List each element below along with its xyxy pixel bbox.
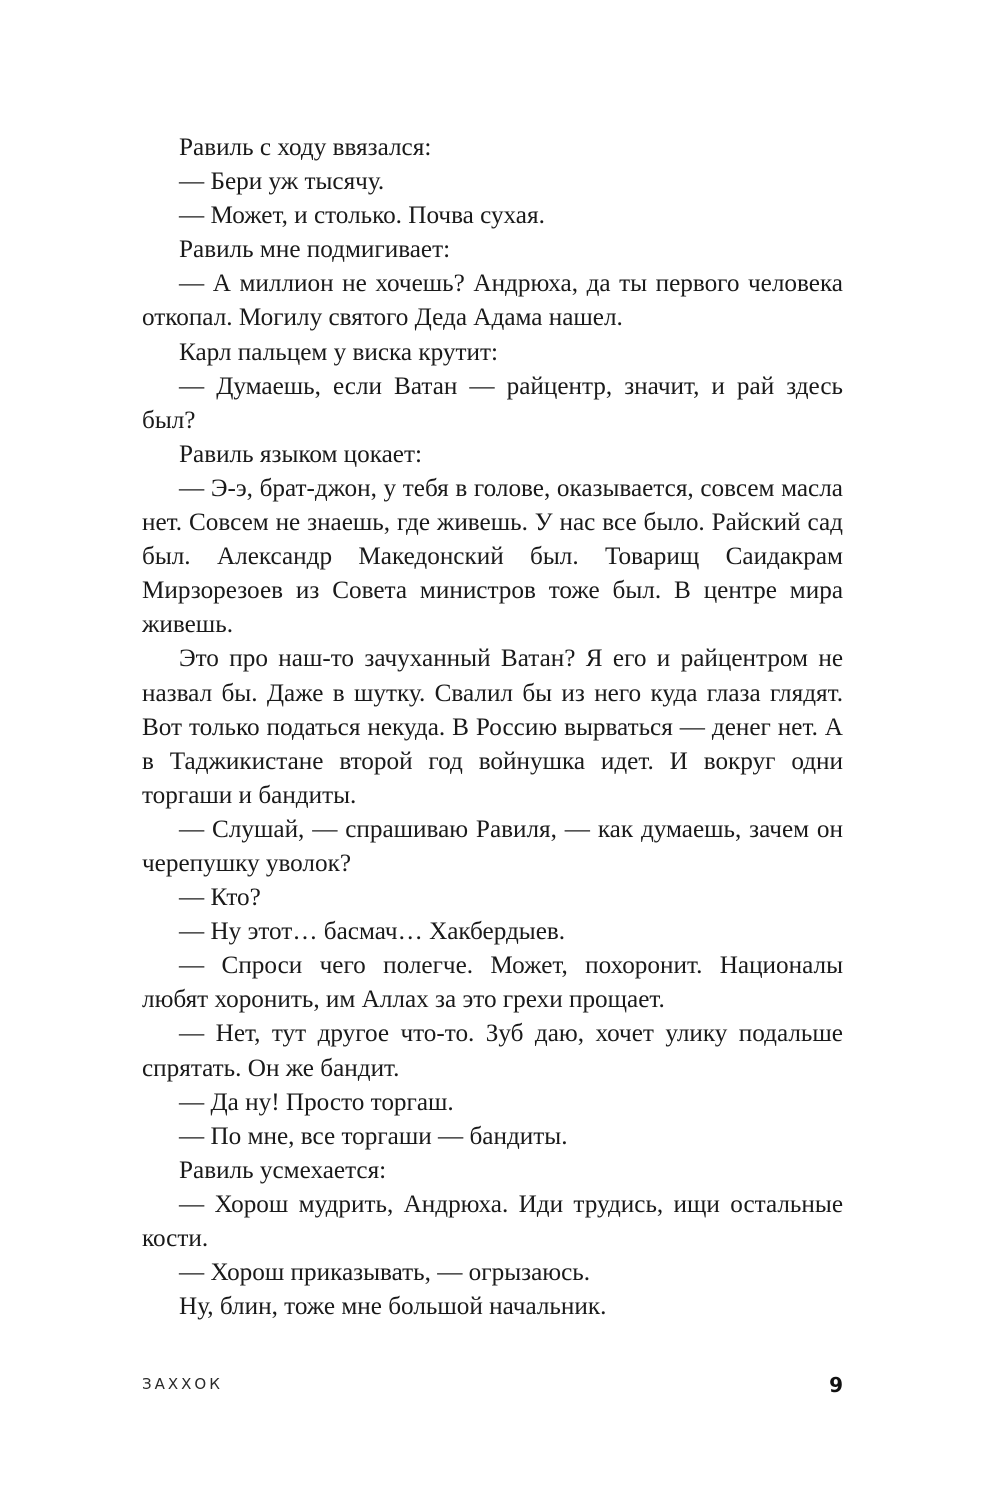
paragraph: — Думаешь, если Ватан — райцентр, значит, и рай здесь был? bbox=[142, 372, 843, 434]
paragraph: — Да ну! Просто торгаш. bbox=[179, 1088, 454, 1116]
paragraph: — Слушай, — спрашиваю Равиля, — как думаешь, зачем он черепушку уволок? bbox=[142, 815, 843, 877]
paragraph: Равиль усмехается: bbox=[179, 1156, 387, 1184]
paragraph: — А миллион не хочешь? Андрюха, да ты первого человека откопал. Могилу святого Деда Адама нашел. bbox=[142, 270, 843, 332]
paragraph: — Хорош мудрить, Андрюха. Иди трудись, ищи остальные кости. bbox=[142, 1190, 843, 1252]
paragraph: — Может, и столько. Почва сухая. bbox=[179, 202, 545, 230]
paragraph: Карл пальцем у виска крутит: bbox=[179, 338, 498, 366]
running-head: ЗАХХОК bbox=[142, 1375, 223, 1393]
body-text bbox=[142, 131, 843, 1324]
paragraph: — Кто? bbox=[179, 884, 261, 912]
paragraph: Ну, блин, тоже мне большой начальник. bbox=[179, 1293, 607, 1321]
paragraph: — Спроси чего полегче. Может, похоронит. Националы любят хоронить, им Аллах за это грехи прощает. bbox=[142, 952, 843, 1014]
page-footer bbox=[142, 1373, 843, 1403]
paragraph: Равиль языком цокает: bbox=[179, 440, 422, 468]
paragraph: — По мне, все торгаши — бандиты. bbox=[179, 1122, 568, 1150]
paragraph: — Бери уж тысячу. bbox=[179, 168, 385, 196]
page-number: 9 bbox=[829, 1373, 843, 1397]
paragraph: — Хорош приказывать, — огрызаюсь. bbox=[179, 1259, 591, 1287]
paragraph: — Нет, тут другое что-то. Зуб даю, хочет улику подальше спрятать. Он же бандит. bbox=[142, 1020, 843, 1082]
paragraph: Равиль мне подмигивает: bbox=[179, 236, 451, 264]
paragraph: — Ну этот… басмач… Хакбердыев. bbox=[179, 918, 566, 946]
paragraph: Равиль с ходу ввязался: bbox=[179, 134, 432, 161]
paragraph: Это про наш-то зачуханный Ватан? Я его и райцентром не назвал бы. Даже в шутку. Свалил бы из него куда глаза глядят. Вот только податься некуда. В Россию вырваться — денег нет. А в Таджикистане второй год войнушка идет. И вокруг одни торгаши и бандиты. bbox=[142, 645, 843, 809]
paragraph: — Э-э, брат-джон, у тебя в голове, оказывается, совсем масла нет. Совсем не знаешь, где живешь. У нас все было. Райский сад был. Александр Македонский был. Товарищ Саидакрам Мирзорезоев из Совета министров тоже был. В центре мира живешь. bbox=[142, 474, 843, 639]
